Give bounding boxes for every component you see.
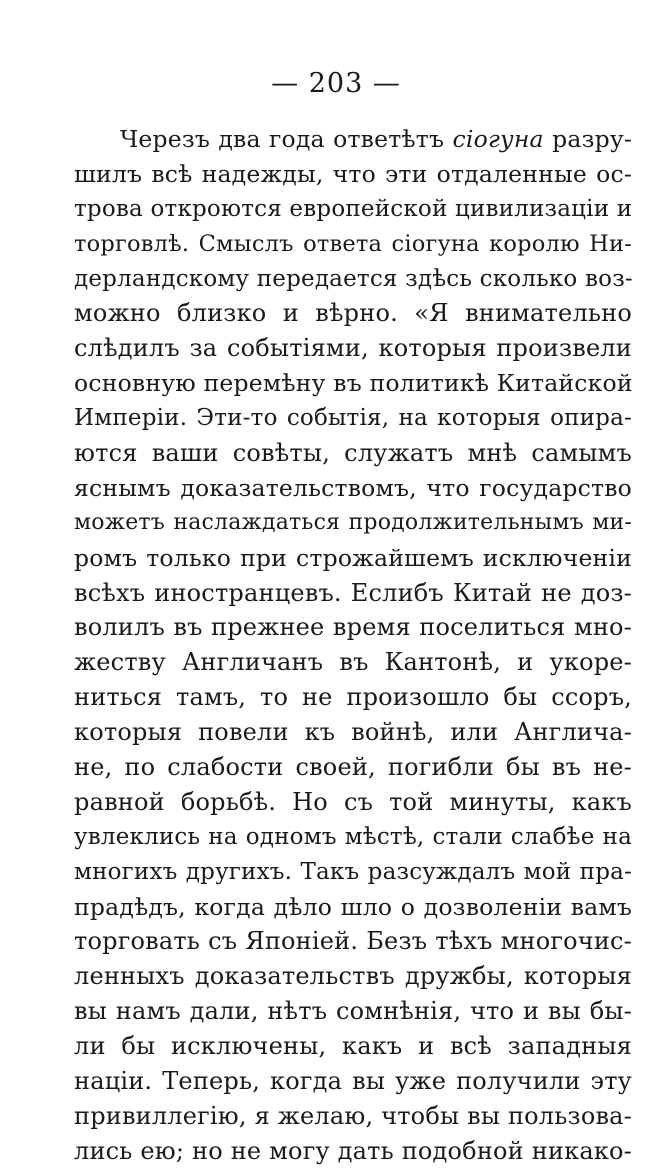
text-line [74,645,632,680]
text-segment: многихъ другихъ. Такъ разсуждалъ мой пра- [74,858,632,885]
text-segment: всѣхъ иностранцевъ. Еслибъ Китай не доз- [74,578,632,607]
text-line [74,959,632,994]
text-line [74,471,632,506]
text-line [74,855,632,890]
text-line [74,262,632,297]
text-segment: привиллегiю, я желаю, чтобы вы пользова- [74,1101,632,1130]
text-segment: жеству Англичанъ въ Кантонѣ, и укоре- [74,648,632,677]
text-line [74,506,632,541]
text-line [74,1064,632,1099]
text-segment: ленныхъ доказательствъ дружбы, которыя [74,962,632,991]
text-segment: шилъ всѣ надежды, что эти отдаленные ос- [74,159,632,188]
text-line [74,366,632,401]
text-segment: торговлѣ. Смыслъ ответа сiогуна королю Ни- [74,230,632,257]
text-segment: слѣдилъ за событiями, которыя произвели [74,334,632,363]
text-line [74,331,632,366]
text-segment: вы намъ дали, нѣтъ сомнѣнiя, что и вы бы- [74,997,632,1026]
text-line [74,994,632,1029]
text-segment: не, по слабости своей, погибли бы въ не- [74,753,632,782]
italic-term: сiогуна [452,125,544,153]
text-segment: торговать съ Японiей. Безъ тѣхъ многочис- [74,927,632,956]
text-segment: увлеклись на одномъ мѣстѣ, стали слабѣе на [74,823,632,850]
text-segment: яснымъ доказательствомъ, что государство [74,473,632,502]
text-segment: разру- [543,125,632,153]
text-segment: ромъ только при строжайшемъ исключенiи [74,543,632,572]
text-segment: которыя повели къ войнѣ, или Англича- [74,718,632,747]
text-segment: трова откроются европейской цивилизацiи и [74,195,633,222]
text-line [74,610,632,645]
text-segment: равной борьбѣ. Но съ той минуты, какъ [74,787,632,816]
text-segment: Имперiи. Эти-то событiя, на которыя опира- [74,405,632,432]
text-segment: ли бы исключены, какъ и всѣ западныя [74,1032,632,1061]
text-line [74,1134,632,1169]
text-segment: можно близко и вѣрно. «Я внимательно [74,299,632,328]
text-line [74,750,632,785]
text-line [74,541,632,576]
text-segment: ниться тамъ, то не произошло бы ссоръ, [74,683,632,712]
page-number: — 203 — [271,68,401,99]
text-line [74,436,632,471]
text-line [74,890,632,925]
text-line [74,122,632,157]
text-line [74,1029,632,1064]
text-segment: Черезъ два года ответѣтъ [120,125,453,153]
text-line [74,296,632,331]
text-line [74,924,632,959]
body-text [74,122,632,1169]
text-line [74,785,632,820]
text-segment: ются ваши совѣты, служатъ мнѣ самымъ [74,439,632,468]
text-segment: лись ею; но не могу дать подобной никако- [74,1136,632,1165]
text-line [74,227,632,262]
text-line [74,157,632,192]
text-segment: прадѣдъ, когда дѣло шло о дозволенiи вамъ [74,892,632,921]
text-segment: основную перемѣну въ политикѣ Китайской [74,369,633,398]
text-line [74,576,632,611]
text-line [74,715,632,750]
text-line [74,401,632,436]
text-segment: волилъ въ прежнее время поселиться мно- [74,613,632,642]
text-line [74,680,632,715]
text-line [74,820,632,855]
text-segment: можетъ наслаждаться продолжительнымъ ми- [74,509,632,535]
text-line [74,1099,632,1134]
text-segment: нацiи. Теперь, когда вы уже получили эту [74,1067,632,1096]
text-segment: дерландскому передается здѣсь сколько воз- [74,265,633,292]
text-line [74,192,632,227]
